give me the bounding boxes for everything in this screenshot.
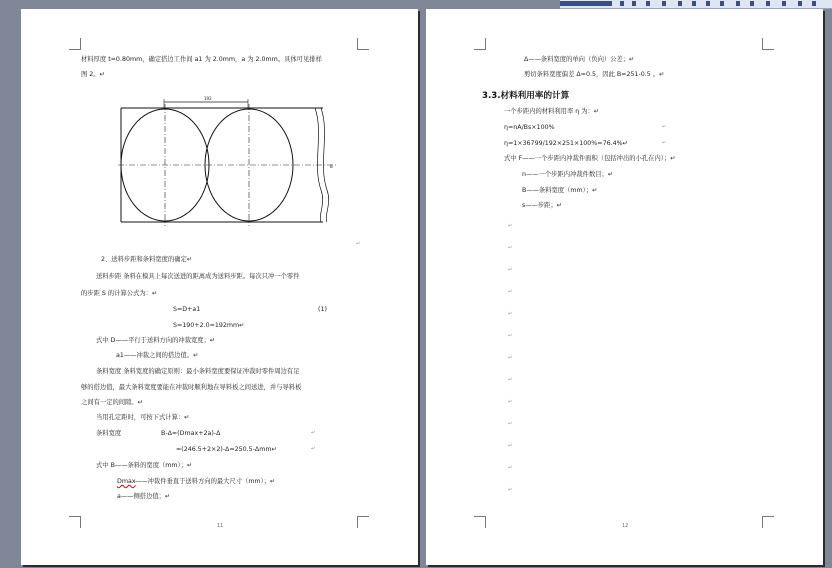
body-text-line: s——步距；↵: [522, 202, 563, 209]
crop-mark-bottom-left: [474, 516, 486, 528]
crop-mark-bottom-right: [762, 516, 774, 528]
page-number: 12: [622, 523, 629, 529]
document-page-12[interactable]: Δ——条料宽度的单向（负向）公差；↵ 剪切条料宽度偏差 Δ=0.5，因此 B=251-0.5 。↵ 3.3.材料利用率的计算 一个步距内的材料利用率 η 为：↵ η=nA/Bs×100% η=1×36799/192×251×100%=76.4%↵ 式中 F——一个步距内冲裁件面积（包括冲出的小孔在内）；↵ n——一个步距内冲裁件数目；↵ B——条料宽度（mm）；↵ s——步距；↵ ↵ ↵ ↵ ↵ ↵ ↵ ↵ ↵ ↵ ↵ ↵ ↵ ↵ ↵ ↵ 12: [426, 9, 823, 565]
body-text-line: a1——冲裁之间的搭边值。↵: [116, 352, 199, 359]
body-text-line: 剪切条料宽度偏差 Δ=0.5，因此 B=251-0.5 。↵: [524, 71, 665, 78]
section-heading: 2、送料步距和条料宽度的确定↵: [101, 256, 193, 263]
formula: η=1×36799/192×251×100%=76.4%↵: [504, 140, 628, 147]
body-text-line: 条料宽度: [96, 430, 122, 437]
strip-layout-figure: [118, 94, 358, 236]
document-page-11[interactable]: 材料厚度 t=0.80mm，确定搭边工作间 a1 为 2.0mm，a 为 2.0mm。具体可见排样 图 2。↵ 192 B ↵ 2、送料步距和条料宽度的确定↵ 送料步距 条料在模具上每次送进的距离成为送料步距。每次只冲一个零件 的步距 S 的计算公式为：↵ S=D+a1 (1) S=190+2.0=192mm↵ 式中 D——平行于送料方向的冲裁宽度；↵ a1——冲裁之间的搭边值。↵ 条料宽度 条料宽度的确定原则：最小条料宽度要保证冲裁时零件周边有足 够的搭边值，最大条料宽度要能在冲裁时顺利地在导料板之间送进，并与导料板 之间有一定的间隙。↵ 当用孔定距时，可按下式计算：↵ 条料宽度 B-Δ=(Dmax+2a)-Δ =(246.5+2×2)-Δ=250.5-Δmm↵ 式中 B——条料的宽度（mm）；↵ Dmax ——冲裁件垂直于送料方向的最大尺寸（mm）；↵ a——侧搭边值；↵ ↵ ↵ 11: [21, 9, 418, 565]
figure-side-dimension: B: [330, 164, 333, 169]
variable-name: Dmax: [117, 478, 136, 485]
body-text-line: 材料厚度 t=0.80mm，确定搭边工作间 a1 为 2.0mm，a 为 2.0mm。具体可见排样: [81, 56, 322, 63]
formula: S=190+2.0=192mm↵: [173, 322, 245, 329]
figure-top-dimension: 192: [204, 96, 212, 101]
body-text-line: Δ——条料宽度的单向（负向）公差；↵: [524, 56, 635, 63]
crop-mark-bottom-left: [69, 516, 81, 528]
equation-number: (1): [318, 306, 327, 313]
body-text-line: 当用孔定距时，可按下式计算：↵: [96, 414, 190, 421]
crop-mark-top-left: [69, 38, 81, 50]
body-text-line: n——一个步距内冲裁件数目；↵: [522, 171, 614, 178]
formula: =(246.5+2×2)-Δ=250.5-Δmm↵: [176, 446, 277, 453]
section-heading: 3.3.材料利用率的计算: [482, 91, 570, 101]
body-text-line: 条料宽度 条料宽度的确定原则：最小条料宽度要保证冲裁时零件周边有足: [96, 368, 300, 375]
body-text-line: 够的搭边值，最大条料宽度要能在冲裁时顺利地在导料板之间送进，并与导料板: [81, 384, 302, 391]
crop-mark-top-right: [762, 38, 774, 50]
body-text-line: 式中 D——平行于送料方向的冲裁宽度；↵: [96, 337, 216, 344]
body-text-line: 式中 F——一个步距内冲裁件面积（包括冲出的小孔在内）；↵: [504, 155, 676, 162]
crop-mark-top-left: [474, 38, 486, 50]
body-text-line: 送料步距 条料在模具上每次送进的距离成为送料步距。每次只冲一个零件: [96, 273, 300, 280]
body-text-line: 的步距 S 的计算公式为：↵: [81, 290, 158, 297]
body-text-line: 式中 B——条料的宽度（mm）；↵: [96, 462, 193, 469]
formula: η=nA/Bs×100%: [504, 124, 555, 131]
formula: S=D+a1: [173, 306, 201, 313]
body-text-line: ——冲裁件垂直于送料方向的最大尺寸（mm）；↵: [135, 478, 276, 485]
ruler-toolbar-strip: [560, 0, 832, 9]
body-text-line: 一个步距内的材料利用率 η 为：↵: [504, 108, 600, 115]
body-text-line: 之间有一定的间隙。↵: [81, 399, 143, 406]
body-text-line: 图 2。↵: [81, 71, 105, 78]
body-text-line: a——侧搭边值；↵: [117, 493, 171, 500]
crop-mark-top-right: [357, 38, 369, 50]
crop-mark-bottom-right: [357, 516, 369, 528]
page-number: 11: [217, 523, 224, 529]
body-text-line: B——条料宽度（mm）；↵: [522, 187, 598, 194]
formula: B-Δ=(Dmax+2a)-Δ: [161, 430, 221, 437]
